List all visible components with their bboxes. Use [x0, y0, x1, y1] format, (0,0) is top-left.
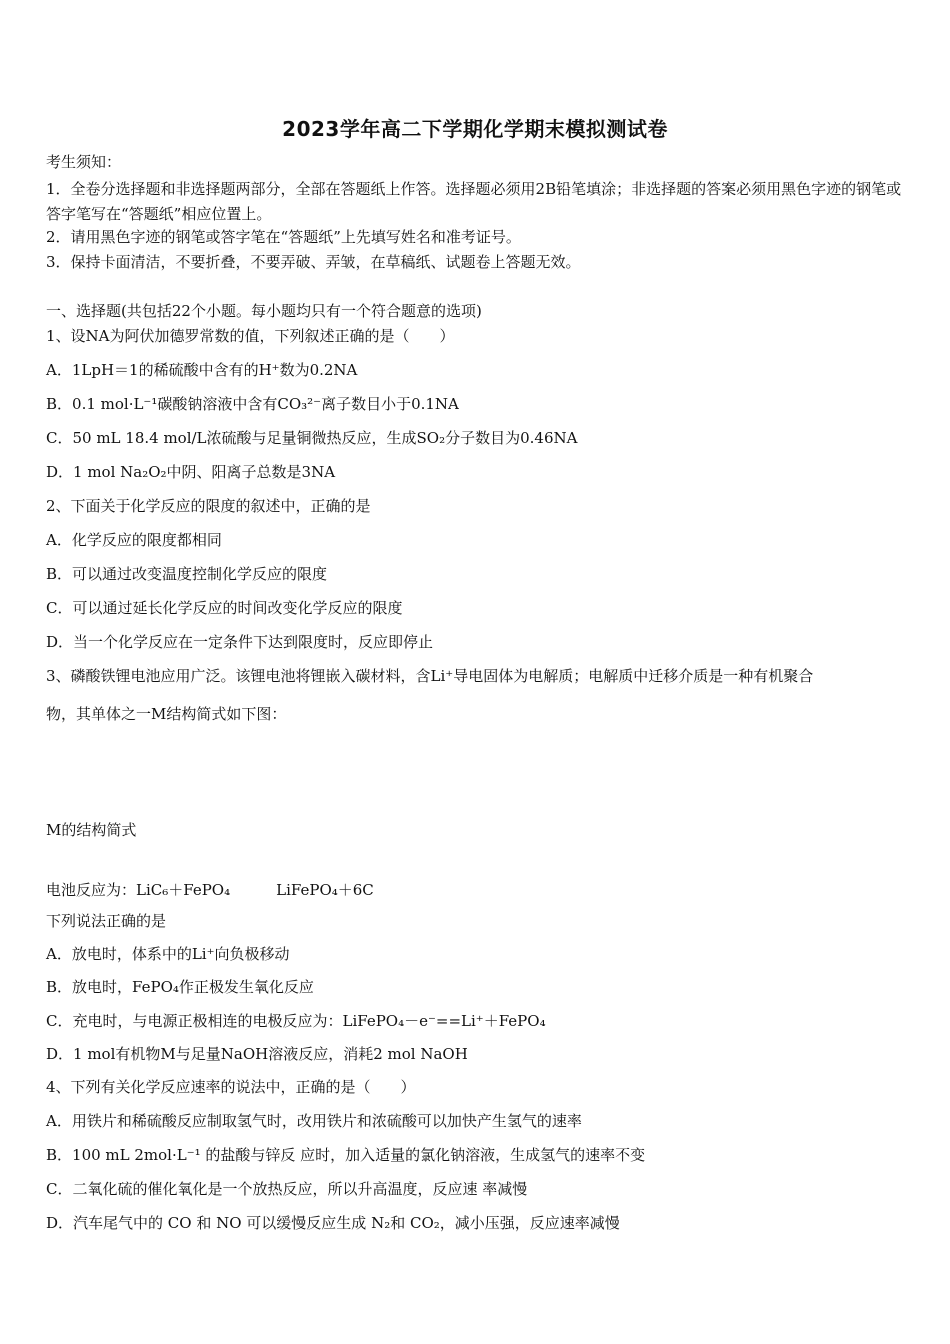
m-structure-label: M的结构简式	[46, 821, 137, 839]
q1-option-a: A．1LpH＝1的稀硫酸中含有的H⁺数为0.2NA	[46, 361, 358, 379]
q3-stem-line1: 3、磷酸铁锂电池应用广泛。该锂电池将锂嵌入碳材料，含Li⁺导电固体为电解质；电解质中迁移介质是一种有机聚合	[46, 667, 814, 685]
q4-stem: 4、下列有关化学反应速率的说法中，正确的是（ ）	[46, 1078, 416, 1096]
q4-option-a: A．用铁片和稀硫酸反应制取氢气时，改用铁片和浓硫酸可以加快产生氢气的速率	[46, 1112, 582, 1130]
q4-option-b: B．100 mL 2mol·L⁻¹ 的盐酸与锌反 应时，加入适量的氯化钠溶液，生成氢气的速率不变	[46, 1146, 646, 1164]
q4-option-c: C．二氧化硫的催化氧化是一个放热反应，所以升高温度，反应速 率减慢	[46, 1180, 528, 1198]
q3-option-c: C．充电时，与电源正极相连的电极反应为：LiFePO₄－e⁻==Li⁺＋FePO₄	[46, 1012, 546, 1030]
q2-option-c: C．可以通过延长化学反应的时间改变化学反应的限度	[46, 599, 403, 617]
q1-option-c: C．50 mL 18.4 mol/L浓硫酸与足量铜微热反应，生成SO₂分子数目为0.46NA	[46, 429, 578, 447]
q3-option-b: B．放电时，FePO₄作正极发生氧化反应	[46, 978, 314, 996]
q1-option-d: D．1 mol Na₂O₂中阴、阳离子总数是3NA	[46, 463, 336, 481]
battery-reaction	[46, 880, 910, 900]
q3-prompt: 下列说法正确的是	[46, 912, 167, 930]
q2-option-b: B．可以通过改变温度控制化学反应的限度	[46, 565, 328, 583]
notice-item-2: 2．请用黑色字迹的钢笔或答字笔在“答题纸”上先填写姓名和准考证号。	[46, 228, 521, 246]
page-title: 2023学年高二下学期化学期末模拟测试卷	[282, 117, 668, 141]
section-heading: 一、选择题(共包括22个小题。每小题均只有一个符合题意的选项)	[46, 302, 482, 320]
q1-option-b: B．0.1 mol·L⁻¹碳酸钠溶液中含有CO₃²⁻离子数目小于0.1NA	[46, 395, 459, 413]
q1-stem: 1、设NA为阿伏加德罗常数的值，下列叙述正确的是（ ）	[46, 327, 455, 345]
q3-option-d: D．1 mol有机物M与足量NaOH溶液反应，消耗2 mol NaOH	[46, 1045, 468, 1063]
notice-item-1: 1．全卷分选择题和非选择题两部分，全部在答题纸上作答。选择题必须用2B铅笔填涂；非选择题的答案必须用黑色字迹的钢笔或答字笔写在“答题纸”相应位置上。	[46, 180, 902, 223]
battery-reaction-right: LiFePO₄＋6C	[276, 881, 374, 899]
notice-heading: 考生须知：	[46, 153, 122, 171]
q3-stem-line2: 物，其单体之一M结构简式如下图：	[46, 705, 287, 723]
battery-reaction-left: 电池反应为：LiC₆＋FePO₄	[46, 881, 231, 899]
q3-option-a: A．放电时，体系中的Li⁺向负极移动	[46, 945, 290, 963]
q2-stem: 2、下面关于化学反应的限度的叙述中，正确的是	[46, 497, 371, 515]
q2-option-d: D．当一个化学反应在一定条件下达到限度时，反应即停止	[46, 633, 434, 651]
q2-option-a: A．化学反应的限度都相同	[46, 531, 222, 549]
q4-option-d: D．汽车尾气中的 CO 和 NO 可以缓慢反应生成 N₂和 CO₂，减小压强，反应速率减慢	[46, 1214, 620, 1232]
notice-item-3: 3．保持卡面清洁，不要折叠，不要弄破、弄皱，在草稿纸、试题卷上答题无效。	[46, 253, 581, 271]
